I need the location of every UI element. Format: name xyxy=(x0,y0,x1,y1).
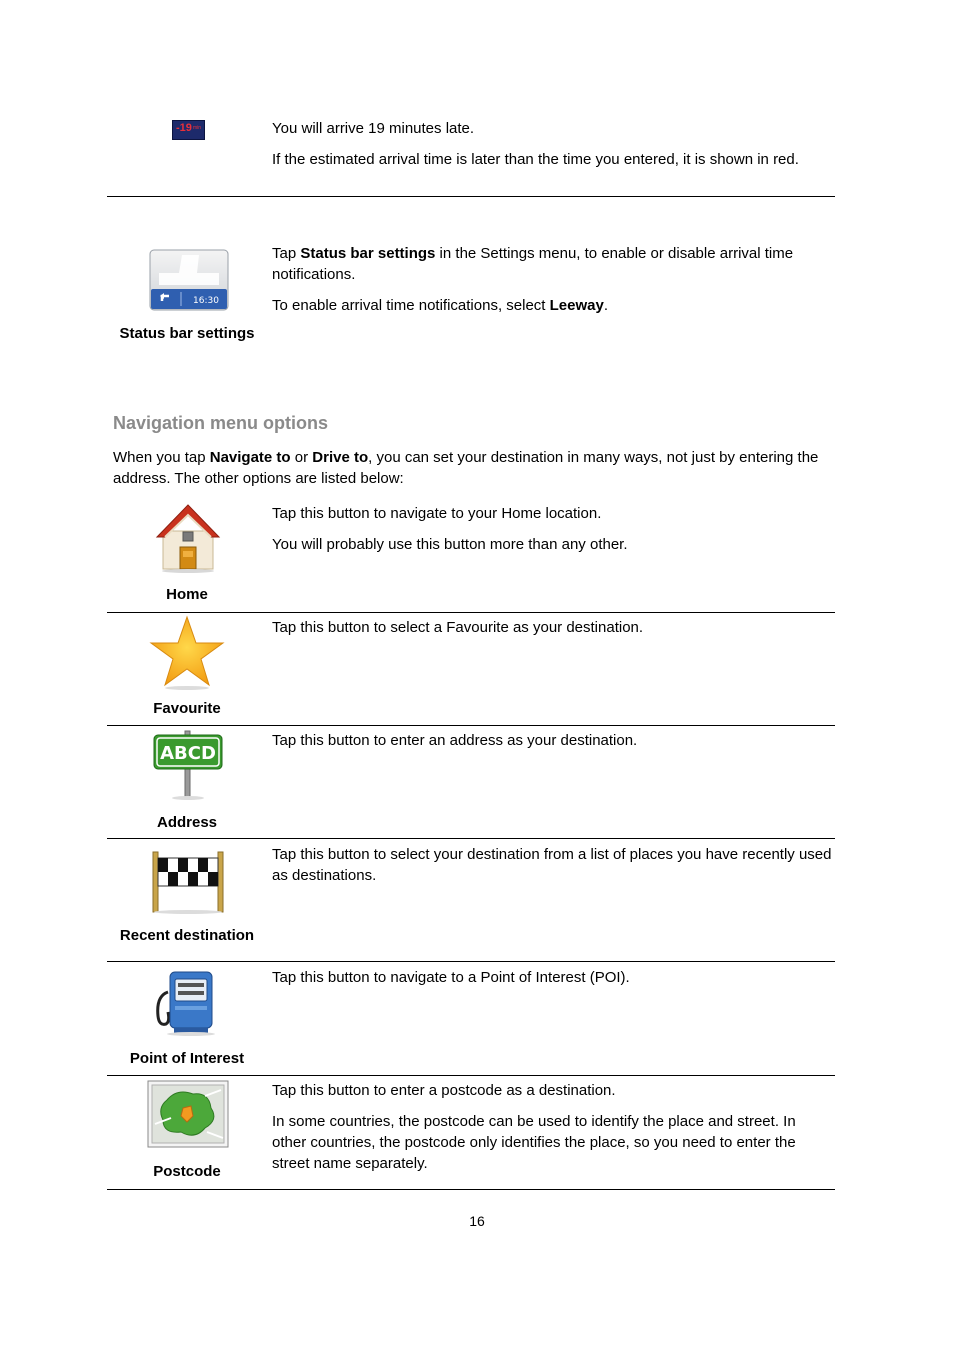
section-heading: Navigation menu options xyxy=(113,413,329,433)
divider xyxy=(107,612,835,613)
recent-destination-line-1: Tap this button to select your destination from a list of places you have recently used as destinations. xyxy=(272,846,832,884)
recent-destination-description xyxy=(272,844,832,896)
divider xyxy=(107,196,835,197)
point-of-interest-line-1: Tap this button to navigate to a Point of Interest (POI). xyxy=(272,969,630,986)
fuel-pump-icon xyxy=(152,970,218,1036)
status-bar-time: 16:30 xyxy=(193,296,219,306)
star-icon xyxy=(149,615,225,691)
favourite-line-1: Tap this button to select a Favourite as your destination. xyxy=(272,619,644,636)
late-arrival-badge-icon xyxy=(172,120,205,140)
postcode-label: Postcode xyxy=(153,1163,221,1180)
recent-destination-label: Recent destination xyxy=(119,927,255,944)
street-sign-icon xyxy=(152,729,224,801)
status-bar-settings-label: Status bar settings xyxy=(119,325,255,342)
address-description xyxy=(272,730,832,761)
badge-minutes: -19 xyxy=(176,122,192,134)
home-line-1: Tap this button to navigate to your Home location. xyxy=(272,505,602,522)
leeway-line-1: You will arrive 19 minutes late. xyxy=(272,120,475,137)
home-label: Home xyxy=(166,586,208,603)
divider xyxy=(107,1075,835,1076)
postcode-line-1: Tap this button to enter a postcode as a destination. xyxy=(272,1082,616,1099)
status-bar-description xyxy=(272,243,832,326)
leeway-line-2: If the estimated arrival time is later than the time you entered, it is shown in red. xyxy=(272,151,799,168)
postcode-description xyxy=(272,1080,832,1184)
divider xyxy=(107,1189,835,1190)
street-sign-text: ABCD xyxy=(160,743,216,764)
favourite-description xyxy=(272,617,832,648)
point-of-interest-description xyxy=(272,967,832,998)
point-of-interest-label: Point of Interest xyxy=(129,1050,245,1067)
home-line-2: You will probably use this button more than any other. xyxy=(272,536,628,553)
divider xyxy=(107,838,835,839)
status-bar-p2: To enable arrival time notifications, select Leeway. xyxy=(272,297,609,314)
status-bar-settings-icon xyxy=(149,249,229,311)
postcode-line-2: In some countries, the postcode can be used to identify the place and street. In other countries, the postcode only identifies the place, so you need to enter the street name separately. xyxy=(272,1113,796,1172)
checkered-flag-icon xyxy=(150,850,226,914)
page-number: 16 xyxy=(469,1213,485,1229)
address-label: Address xyxy=(156,814,218,831)
address-line-1: Tap this button to enter an address as your destination. xyxy=(272,732,638,749)
section-intro: When you tap Navigate to or Drive to, you can set your destination in many ways, not just by entering the address. The other options are listed below: xyxy=(113,449,819,487)
leeway-description xyxy=(272,118,832,180)
divider xyxy=(107,961,835,962)
divider xyxy=(107,725,835,726)
status-bar-p1: Tap Status bar settings in the Settings menu, to enable or disable arrival time notifications. xyxy=(272,245,794,283)
postcode-map-icon xyxy=(147,1080,229,1150)
house-icon xyxy=(155,501,221,573)
home-description xyxy=(272,503,832,565)
badge-unit: min xyxy=(193,125,202,131)
favourite-label: Favourite xyxy=(153,700,221,717)
